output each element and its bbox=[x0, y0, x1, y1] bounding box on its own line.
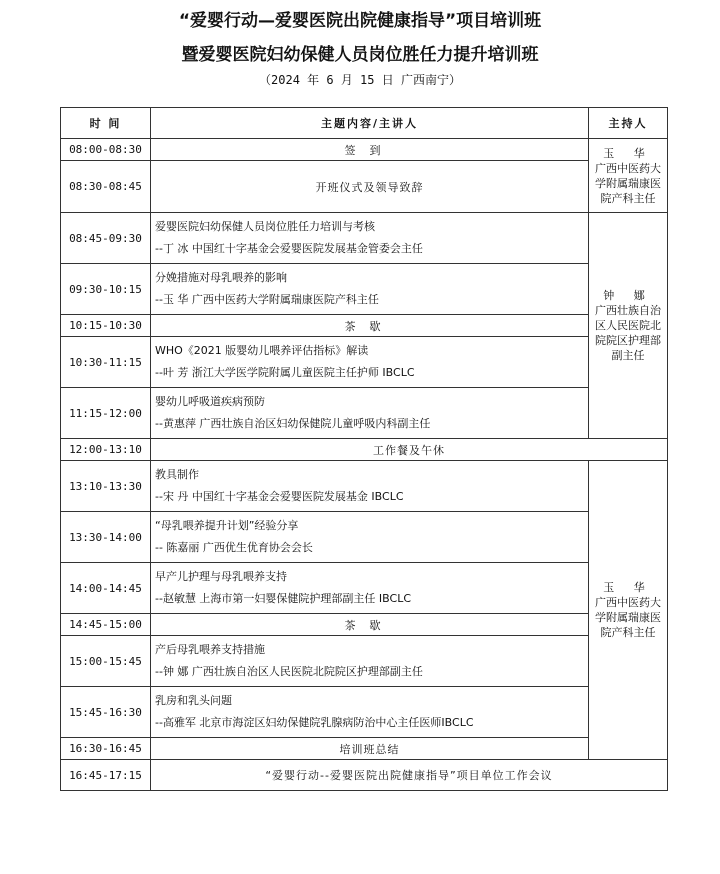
topic-cell bbox=[151, 687, 589, 738]
time-cell: 16:45-17:15 bbox=[61, 760, 151, 791]
speaker-line: --玉 华 广西中医药大学附属瑞康医院产科主任 bbox=[155, 293, 379, 306]
time-cell: 13:30-14:00 bbox=[61, 512, 151, 563]
topic-title: WHO《2021 版婴幼儿喂养评估指标》解读 bbox=[155, 344, 369, 357]
topic-title: 婴幼儿呼吸道疾病预防 bbox=[155, 395, 265, 408]
session-cell: “爱婴行动--爱婴医院出院健康指导”项目单位工作会议 bbox=[151, 760, 668, 791]
table-row bbox=[61, 139, 668, 161]
time-cell: 10:15-10:30 bbox=[61, 315, 151, 337]
subtitle-date-location: （2024 年 6 月 15 日 广西南宁） bbox=[259, 73, 461, 87]
table-row bbox=[61, 512, 668, 563]
table-row bbox=[61, 264, 668, 315]
host-name: 玉 华 bbox=[603, 146, 653, 160]
time-cell: 11:15-12:00 bbox=[61, 388, 151, 439]
speaker-line: --钟 娜 广西壮族自治区人民医院北院院区护理部副主任 bbox=[155, 665, 423, 678]
session-cell: 工作餐及午休 bbox=[151, 439, 668, 461]
time-cell: 08:00-08:30 bbox=[61, 139, 151, 161]
time-cell: 08:45-09:30 bbox=[61, 213, 151, 264]
session-cell: 培训班总结 bbox=[151, 738, 589, 760]
table-row bbox=[61, 388, 668, 439]
topic-title: 爱婴医院妇幼保健人员岗位胜任力培训与考核 bbox=[155, 220, 375, 233]
topic-title: 产后母乳喂养支持措施 bbox=[155, 643, 265, 656]
speaker-line: --黄惠萍 广西壮族自治区妇幼保健院儿童呼吸内科副主任 bbox=[155, 417, 431, 430]
time-cell: 13:10-13:30 bbox=[61, 461, 151, 512]
host-org: 广西中医药大学附属瑞康医院产科主任 bbox=[595, 161, 661, 205]
topic-cell bbox=[151, 213, 589, 264]
time-cell: 12:00-13:10 bbox=[61, 439, 151, 461]
time-cell: 14:45-15:00 bbox=[61, 614, 151, 636]
time-cell: 08:30-08:45 bbox=[61, 161, 151, 213]
session-cell: 开班仪式及领导致辞 bbox=[151, 161, 589, 213]
speaker-line: --丁 冰 中国红十字基金会爱婴医院发展基金管委会主任 bbox=[155, 242, 423, 255]
speaker-line: -- 陈嘉丽 广西优生优育协会会长 bbox=[155, 541, 313, 554]
header-host: 主持人 bbox=[589, 108, 668, 139]
host-cell bbox=[589, 213, 668, 439]
schedule-table bbox=[60, 107, 668, 791]
speaker-line: --赵敏慧 上海市第一妇婴保健院护理部副主任 IBCLC bbox=[155, 592, 412, 605]
topic-cell bbox=[151, 636, 589, 687]
topic-title: 乳房和乳头问题 bbox=[155, 694, 232, 707]
table-row bbox=[61, 738, 668, 760]
host-name: 玉 华 bbox=[603, 581, 653, 594]
table-row bbox=[61, 760, 668, 791]
table-row bbox=[61, 614, 668, 636]
speaker-line: --宋 丹 中国红十字基金会爱婴医院发展基金 IBCLC bbox=[155, 490, 404, 503]
table-row bbox=[61, 337, 668, 388]
header-topic: 主题内容/主讲人 bbox=[151, 108, 589, 139]
topic-cell bbox=[151, 388, 589, 439]
topic-cell bbox=[151, 461, 589, 512]
time-cell: 09:30-10:15 bbox=[61, 264, 151, 315]
time-cell: 15:00-15:45 bbox=[61, 636, 151, 687]
topic-cell bbox=[151, 337, 589, 388]
topic-title: 教具制作 bbox=[155, 468, 199, 481]
table-row bbox=[61, 461, 668, 512]
table-row bbox=[61, 636, 668, 687]
time-cell: 15:45-16:30 bbox=[61, 687, 151, 738]
topic-cell bbox=[151, 563, 589, 614]
title-line-2: 暨爱婴医院妇幼保健人员岗位胜任力提升培训班 bbox=[181, 45, 539, 65]
time-cell: 14:00-14:45 bbox=[61, 563, 151, 614]
session-cell: 茶歇 bbox=[151, 315, 589, 337]
topic-title: 分娩措施对母乳喂养的影响 bbox=[155, 271, 287, 284]
topic-cell bbox=[151, 512, 589, 563]
time-cell: 10:30-11:15 bbox=[61, 337, 151, 388]
host-cell bbox=[589, 461, 668, 760]
time-cell: 16:30-16:45 bbox=[61, 738, 151, 760]
session-cell: 签到 bbox=[151, 139, 589, 161]
speaker-line: --高雅军 北京市海淀区妇幼保健院乳腺病防治中心主任医师IBCLC bbox=[155, 716, 474, 729]
topic-title: “母乳喂养提升计划”经验分享 bbox=[155, 519, 299, 532]
title-line-1: “爱婴行动—爱婴医院出院健康指导”项目培训班 bbox=[178, 11, 542, 31]
host-cell bbox=[589, 139, 668, 213]
table-row bbox=[61, 687, 668, 738]
header-time: 时 间 bbox=[61, 108, 151, 139]
table-row bbox=[61, 563, 668, 614]
table-header-row bbox=[61, 108, 668, 139]
topic-title: 早产儿护理与母乳喂养支持 bbox=[155, 570, 287, 583]
host-org: 广西中医药大学附属瑞康医院产科主任 bbox=[595, 596, 661, 639]
host-name: 钟 娜 bbox=[603, 289, 653, 302]
table-row bbox=[61, 213, 668, 264]
table-row bbox=[61, 161, 668, 213]
table-row bbox=[61, 315, 668, 337]
topic-cell bbox=[151, 264, 589, 315]
table-row bbox=[61, 439, 668, 461]
speaker-line: --叶 芳 浙江大学医学院附属儿童医院主任护师 IBCLC bbox=[155, 366, 415, 379]
session-cell: 茶歇 bbox=[151, 614, 589, 636]
host-org: 广西壮族自治区人民医院北院院区护理部副主任 bbox=[595, 304, 661, 362]
